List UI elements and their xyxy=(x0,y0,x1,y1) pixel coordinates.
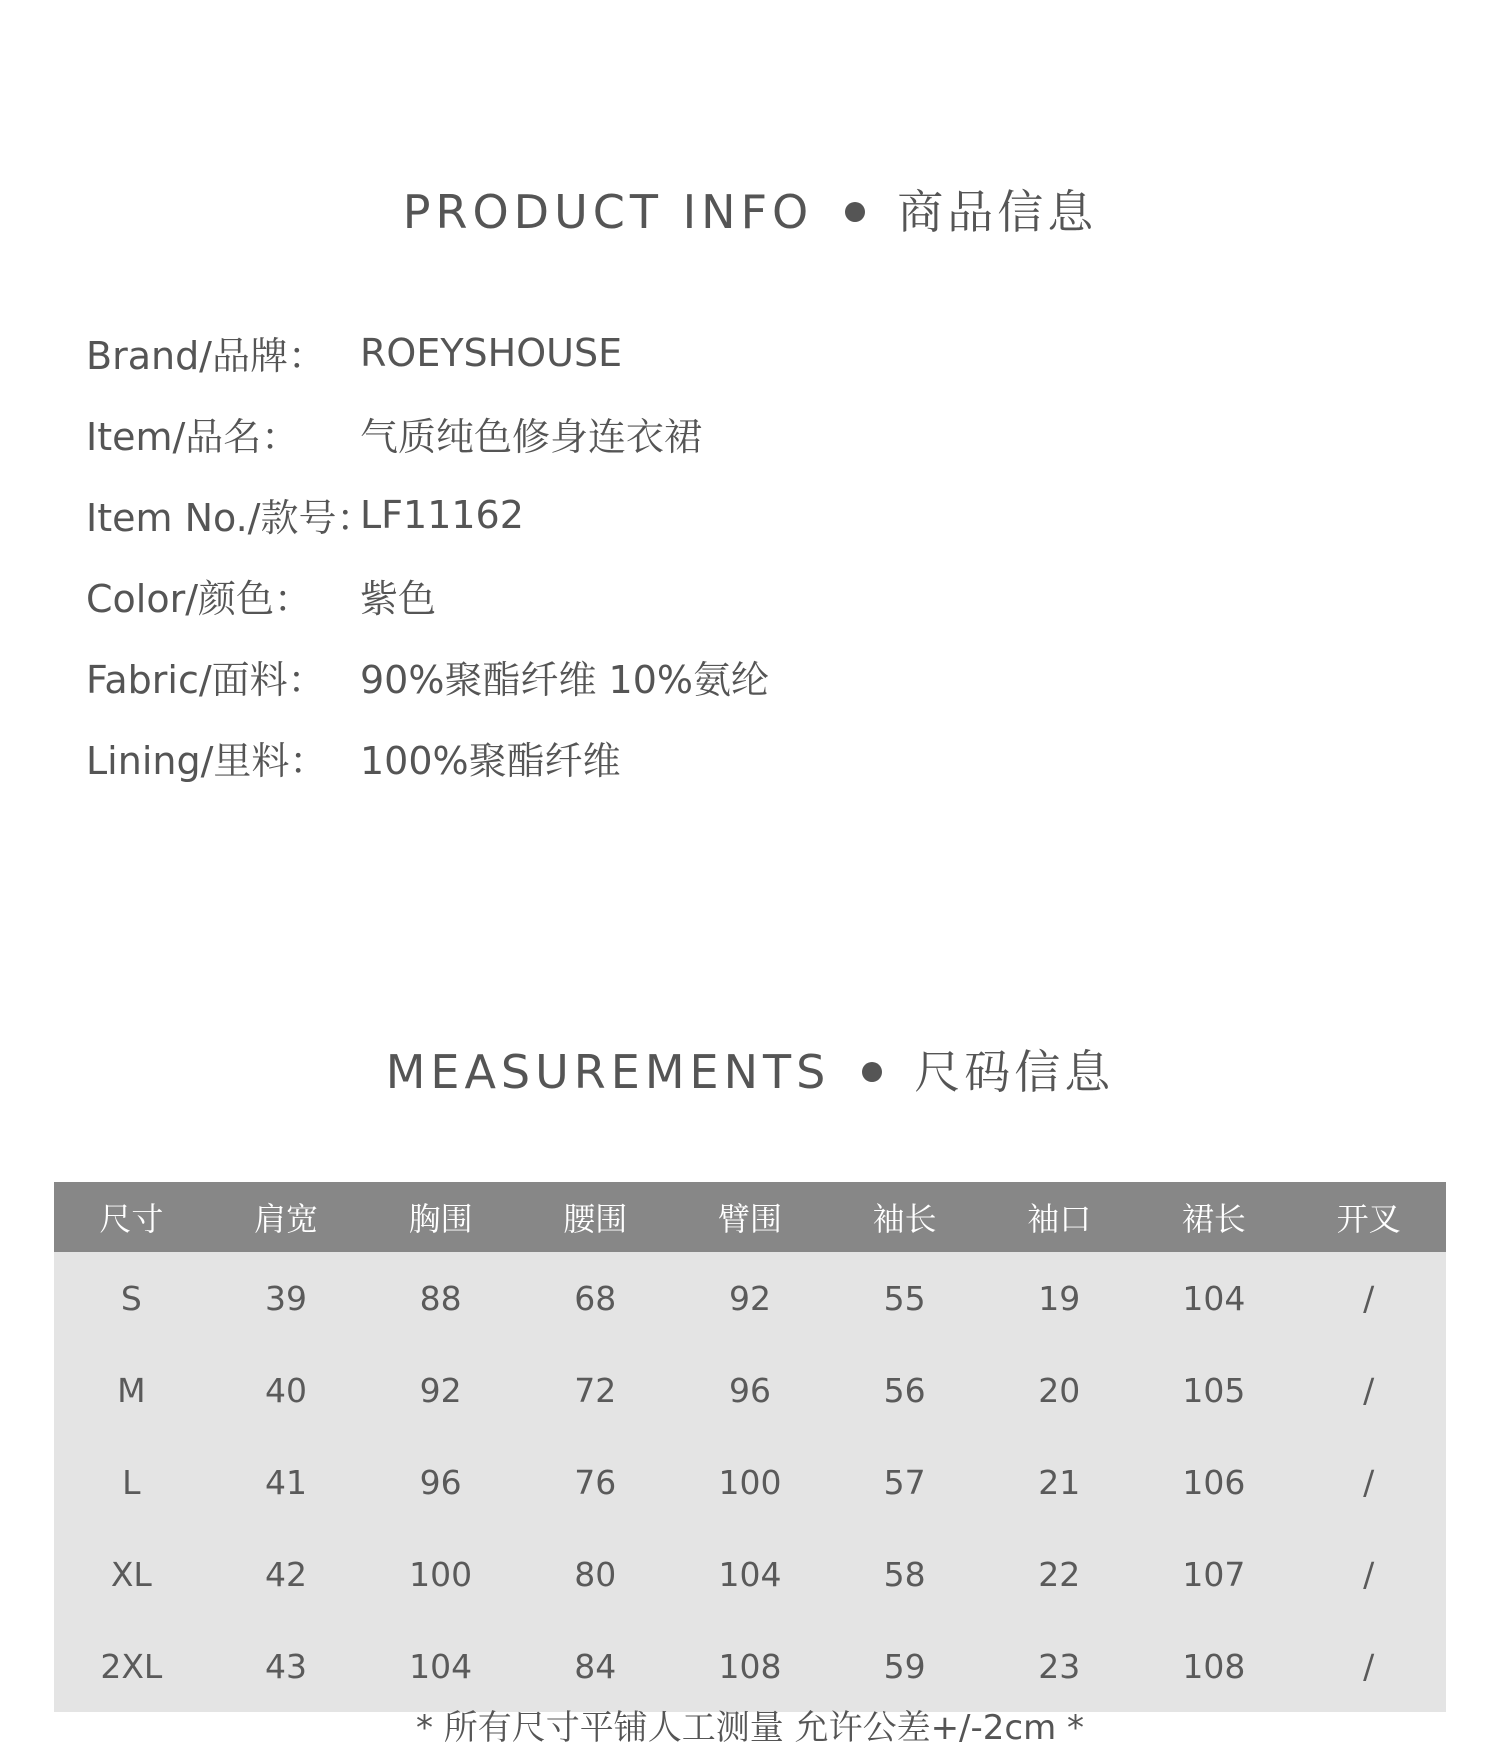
table-cell: 100 xyxy=(673,1436,828,1528)
info-value: 90%聚酯纤维 10%氨纶 xyxy=(360,658,770,702)
info-label: Color/颜色： xyxy=(86,577,313,621)
table-cell: / xyxy=(1291,1436,1446,1528)
table-cell: 40 xyxy=(209,1344,364,1436)
table-cell: 92 xyxy=(363,1344,518,1436)
measurements-title-en: MEASUREMENTS xyxy=(385,1045,831,1099)
header-sleeve-length: 袖长 xyxy=(827,1182,982,1252)
info-row-lining xyxy=(86,717,1406,798)
info-label: Fabric/面料： xyxy=(86,658,326,702)
table-cell: L xyxy=(54,1436,209,1528)
table-cell: 56 xyxy=(827,1344,982,1436)
table-cell: 76 xyxy=(518,1436,673,1528)
size-table-header-row xyxy=(54,1182,1446,1252)
table-cell: 42 xyxy=(209,1528,364,1620)
table-cell: / xyxy=(1291,1528,1446,1620)
table-cell: 104 xyxy=(363,1620,518,1712)
table-cell: 22 xyxy=(982,1528,1137,1620)
table-cell: / xyxy=(1291,1252,1446,1344)
table-cell: XL xyxy=(54,1528,209,1620)
table-cell: S xyxy=(54,1252,209,1344)
table-cell: 92 xyxy=(673,1252,828,1344)
info-row-item-no xyxy=(86,474,1406,555)
table-cell: 21 xyxy=(982,1436,1137,1528)
product-info-list xyxy=(86,312,1406,798)
info-value: 紫色 xyxy=(360,577,437,621)
header-dress-length: 裙长 xyxy=(1137,1182,1292,1252)
table-cell: / xyxy=(1291,1344,1446,1436)
table-cell: 57 xyxy=(827,1436,982,1528)
title-dot-icon xyxy=(862,1062,882,1082)
table-cell: 43 xyxy=(209,1620,364,1712)
table-cell: / xyxy=(1291,1620,1446,1712)
table-cell: 106 xyxy=(1137,1436,1292,1528)
info-row-color xyxy=(86,555,1406,636)
table-cell: 23 xyxy=(982,1620,1137,1712)
table-row xyxy=(54,1436,1446,1528)
tolerance-footnote: * 所有尺寸平铺人工测量 允许公差+/-2cm * xyxy=(415,1708,1085,1748)
table-cell: 96 xyxy=(673,1344,828,1436)
info-value: ROEYSHOUSE xyxy=(360,330,623,375)
table-cell: 58 xyxy=(827,1528,982,1620)
product-info-title-zh: 商品信息 xyxy=(897,185,1098,239)
info-label: Lining/里料： xyxy=(86,739,328,783)
table-cell: 108 xyxy=(673,1620,828,1712)
measurements-title xyxy=(0,1036,1500,1102)
table-cell: 88 xyxy=(363,1252,518,1344)
table-cell: 55 xyxy=(827,1252,982,1344)
table-cell: 80 xyxy=(518,1528,673,1620)
table-cell: M xyxy=(54,1344,209,1436)
header-cuff: 袖口 xyxy=(982,1182,1137,1252)
header-waist: 腰围 xyxy=(518,1182,673,1252)
header-size: 尺寸 xyxy=(54,1182,209,1252)
info-label: Brand/品牌： xyxy=(86,334,326,378)
table-cell: 59 xyxy=(827,1620,982,1712)
header-shoulder: 肩宽 xyxy=(209,1182,364,1252)
info-row-item xyxy=(86,393,1406,474)
table-cell: 19 xyxy=(982,1252,1137,1344)
info-row-fabric xyxy=(86,636,1406,717)
table-cell: 108 xyxy=(1137,1620,1292,1712)
product-info-title xyxy=(0,176,1500,242)
size-table xyxy=(54,1182,1446,1712)
table-cell: 68 xyxy=(518,1252,673,1344)
info-label: Item/品名： xyxy=(86,415,300,459)
header-bust: 胸围 xyxy=(363,1182,518,1252)
table-cell: 105 xyxy=(1137,1344,1292,1436)
info-value: 100%聚酯纤维 xyxy=(360,739,621,783)
header-arm: 臂围 xyxy=(673,1182,828,1252)
header-slit: 开叉 xyxy=(1291,1182,1446,1252)
info-row-brand xyxy=(86,312,1406,393)
table-cell: 100 xyxy=(363,1528,518,1620)
table-cell: 41 xyxy=(209,1436,364,1528)
info-label: Item No./款号： xyxy=(86,496,375,540)
table-cell: 96 xyxy=(363,1436,518,1528)
product-info-title-en: PRODUCT INFO xyxy=(402,185,814,239)
table-cell: 2XL xyxy=(54,1620,209,1712)
title-dot-icon xyxy=(845,202,865,222)
table-row xyxy=(54,1528,1446,1620)
table-row xyxy=(54,1252,1446,1344)
table-row xyxy=(54,1620,1446,1712)
table-cell: 84 xyxy=(518,1620,673,1712)
table-row xyxy=(54,1344,1446,1436)
info-value: 气质纯色修身连衣裙 xyxy=(360,415,703,459)
measurements-title-zh: 尺码信息 xyxy=(914,1045,1115,1099)
table-cell: 104 xyxy=(673,1528,828,1620)
table-cell: 39 xyxy=(209,1252,364,1344)
table-cell: 107 xyxy=(1137,1528,1292,1620)
table-cell: 72 xyxy=(518,1344,673,1436)
table-cell: 20 xyxy=(982,1344,1137,1436)
table-cell: 104 xyxy=(1137,1252,1292,1344)
info-value: LF11162 xyxy=(360,492,524,537)
